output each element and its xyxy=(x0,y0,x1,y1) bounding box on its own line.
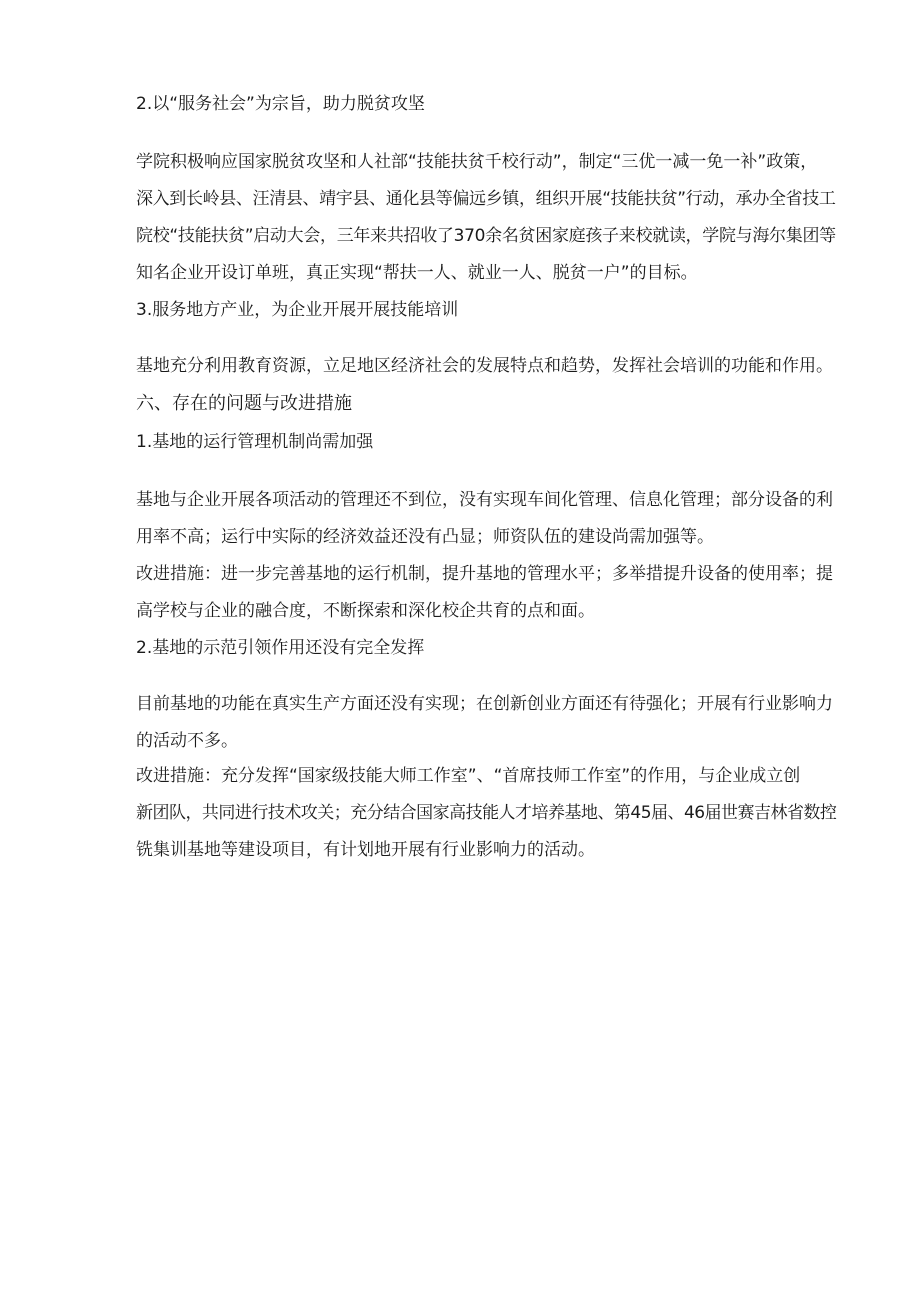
paragraph-line: 目前基地的功能在真实生产方面还没有实现；在创新创业方面还有待强化；开展有行业影响力 xyxy=(136,694,833,714)
subheading-number: 2 xyxy=(136,638,147,658)
subheading-text: .基地的运行管理机制尚需加强 xyxy=(146,432,374,452)
paragraph-line: 新团队，共同进行技术攻关；充分结合国家高技能人才培养基地、第45届、46届世赛吉林省数控 xyxy=(136,803,837,823)
paragraph-line: 基地充分利用教育资源，立足地区经济社会的发展特点和趋势，发挥社会培训的功能和作用。 xyxy=(136,356,833,376)
subheading-number: 2 xyxy=(136,94,147,114)
subheading-text: .以“服务社会”为宗旨，助力脱贫攻坚 xyxy=(146,94,425,114)
subheading-demonstration-role xyxy=(136,630,836,667)
paragraph-management-issues xyxy=(136,482,836,556)
paragraph-line: 院校“技能扶贫”启动大会，三年来共招收了370余名贫困家庭孩子来校就读，学院与海尔集团等 xyxy=(136,226,836,246)
paragraph-line: 高学校与企业的融合度，不断探索和深化校企共育的点和面。 xyxy=(136,601,595,621)
subheading-serve-society xyxy=(136,86,836,123)
section-heading-text: 六、存在的问题与改进措施 xyxy=(136,393,352,414)
subheading-text: .服务地方产业，为企业开展开展技能培训 xyxy=(146,300,459,320)
paragraph-line: 深入到长岭县、汪清县、靖宇县、通化县等偏远乡镇，组织开展“技能扶贫”行动，承办全省技工 xyxy=(136,189,836,209)
subheading-number: 1 xyxy=(136,432,147,452)
paragraph-line: 知名企业开设订单班，真正实现“帮扶一人、就业一人、脱贫一户”的目标。 xyxy=(136,263,698,283)
paragraph-line: 学院积极响应国家脱贫攻坚和人社部“技能扶贫千校行动”，制定“三优一减一免一补”政策， xyxy=(136,152,818,172)
subheading-number: 3 xyxy=(136,300,147,320)
paragraph-demonstration-measures xyxy=(136,758,836,869)
paragraph-line: 铣集训基地等建设项目，有计划地开展有行业影响力的活动。 xyxy=(136,840,595,860)
subheading-management-mechanism xyxy=(136,424,836,461)
paragraph-poverty-alleviation xyxy=(136,144,836,292)
subheading-text: .基地的示范引领作用还没有完全发挥 xyxy=(146,638,425,658)
subheading-local-industry xyxy=(136,292,836,329)
paragraph-management-measures xyxy=(136,556,836,630)
paragraph-line: 改进措施：充分发挥“国家级技能大师工作室”、“首席技师工作室”的作用，与企业成立创 xyxy=(136,766,801,786)
paragraph-social-training xyxy=(136,348,836,385)
paragraph-line: 用率不高；运行中实际的经济效益还没有凸显；师资队伍的建设尚需加强等。 xyxy=(136,527,714,547)
paragraph-line: 的活动不多。 xyxy=(136,731,238,751)
paragraph-demonstration-issues xyxy=(136,686,836,760)
section-heading-problems xyxy=(136,385,836,422)
paragraph-line: 改进措施：进一步完善基地的运行机制，提升基地的管理水平；多举措提升设备的使用率；提 xyxy=(136,564,833,584)
paragraph-line: 基地与企业开展各项活动的管理还不到位，没有实现车间化管理、信息化管理；部分设备的利 xyxy=(136,490,833,510)
